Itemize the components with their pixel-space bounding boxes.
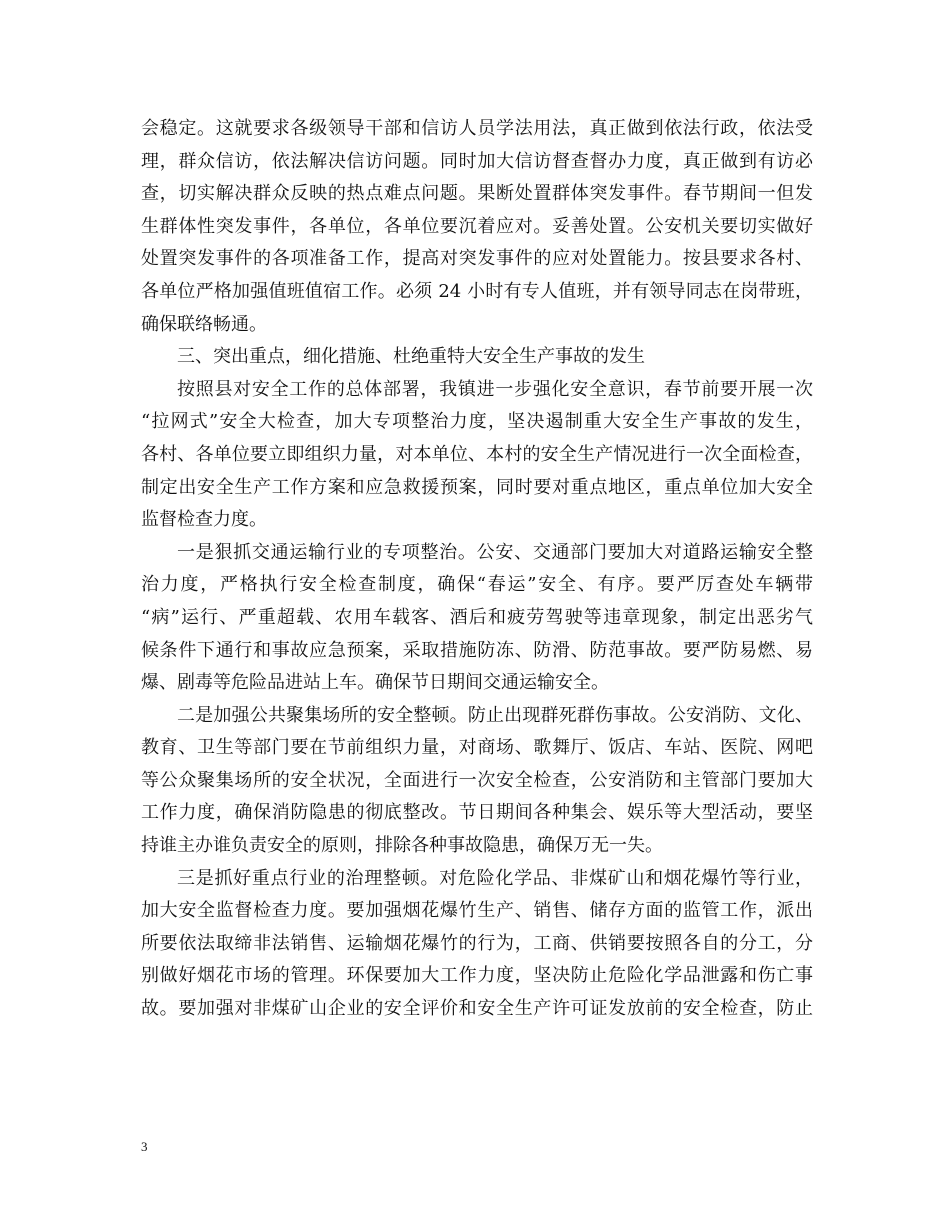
text-line: 治力度，严格执行安全检查制度，确保“春运”安全、有序。要严厉查处车辆带 xyxy=(141,574,813,596)
text-line: 工作力度，确保消防隐患的彻底整改。节日期间各种集会、娱乐等大型活动，要坚 xyxy=(141,802,813,824)
text-line: 候条件下通行和事故应急预案，采取措施防冻、防滑、防范事故。要严防易燃、易 xyxy=(141,639,813,661)
text-line: 持谁主办谁负责安全的原则，排除各种事故隐患，确保万无一失。 xyxy=(141,835,663,857)
text-line: 生群体性突发事件，各单位，各单位要沉着应对。妥善处置。公安机关要切实做好 xyxy=(141,215,813,237)
paragraph-first-line: 二是加强公共聚集场所的安全整顿。防止出现群死群伤事故。公安消防、文化、 xyxy=(177,704,813,726)
paragraph-first-line: 三是抓好重点行业的治理整顿。对危险化学品、非煤矿山和烟花爆竹等行业， xyxy=(177,867,813,889)
text-line: 制定出安全生产工作方案和应急救援预案，同时要对重点地区，重点单位加大安全 xyxy=(141,476,813,498)
text-line: 处置突发事件的各项准备工作，提高对突发事件的应对处置能力。按县要求各村、 xyxy=(141,248,813,270)
text-line: 故。要加强对非煤矿山企业的安全评价和安全生产许可证发放前的安全检查，防止 xyxy=(141,998,813,1020)
page-number: 3 xyxy=(141,1139,148,1154)
paragraph-first-line: 一是狠抓交通运输行业的专项整治。公安、交通部门要加大对道路运输安全整 xyxy=(177,541,813,563)
paragraph-first-line: 三、突出重点，细化措施、杜绝重特大安全生产事故的发生 xyxy=(177,346,645,368)
text-line: “拉网式”安全大检查，加大专项整治力度，坚决遏制重大安全生产事故的发生， xyxy=(141,411,813,433)
document-body xyxy=(141,113,813,1026)
text-line: 各村、各单位要立即组织力量，对本单位、本村的安全生产情况进行一次全面检查， xyxy=(141,443,813,465)
text-line: 会稳定。这就要求各级领导干部和信访人员学法用法，真正做到依法行政，依法受 xyxy=(141,118,813,139)
text-line: 加大安全监督检查力度。要加强烟花爆竹生产、销售、储存方面的监管工作，派出 xyxy=(141,900,813,922)
text-line: 所要依法取缔非法销售、运输烟花爆竹的行为，工商、供销要按照各自的分工，分 xyxy=(141,932,813,954)
text-line: 教育、卫生等部门要在节前组织力量，对商场、歌舞厅、饭店、车站、医院、网吧 xyxy=(141,737,813,759)
text-line: 别做好烟花市场的管理。环保要加大工作力度，坚决防止危险化学品泄露和伤亡事 xyxy=(141,965,813,987)
text-line: 理，群众信访，依法解决信访问题。同时加大信访督查督办力度，真正做到有访必 xyxy=(141,150,813,172)
paragraph-first-line: 按照县对安全工作的总体部署，我镇进一步强化安全意识，春节前要开展一次 xyxy=(177,378,813,400)
text-line: 确保联络畅通。 xyxy=(141,313,267,335)
text-line: “病”运行、严重超载、农用车载客、酒后和疲劳驾驶等违章现象，制定出恶劣气 xyxy=(141,606,813,628)
text-line: 等公众聚集场所的安全状况，全面进行一次安全检查，公安消防和主管部门要加大 xyxy=(141,769,813,791)
text-line: 爆、剧毒等危险品进站上车。确保节日期间交通运输安全。 xyxy=(141,672,609,694)
text-line: 监督检查力度。 xyxy=(141,509,267,531)
text-line: 各单位严格加强值班值宿工作。必须 24 小时有专人值班，并有领导同志在岗带班， xyxy=(141,280,813,302)
text-line: 查，切实解决群众反映的热点难点问题。果断处置群体突发事件。春节期间一但发 xyxy=(141,183,813,205)
